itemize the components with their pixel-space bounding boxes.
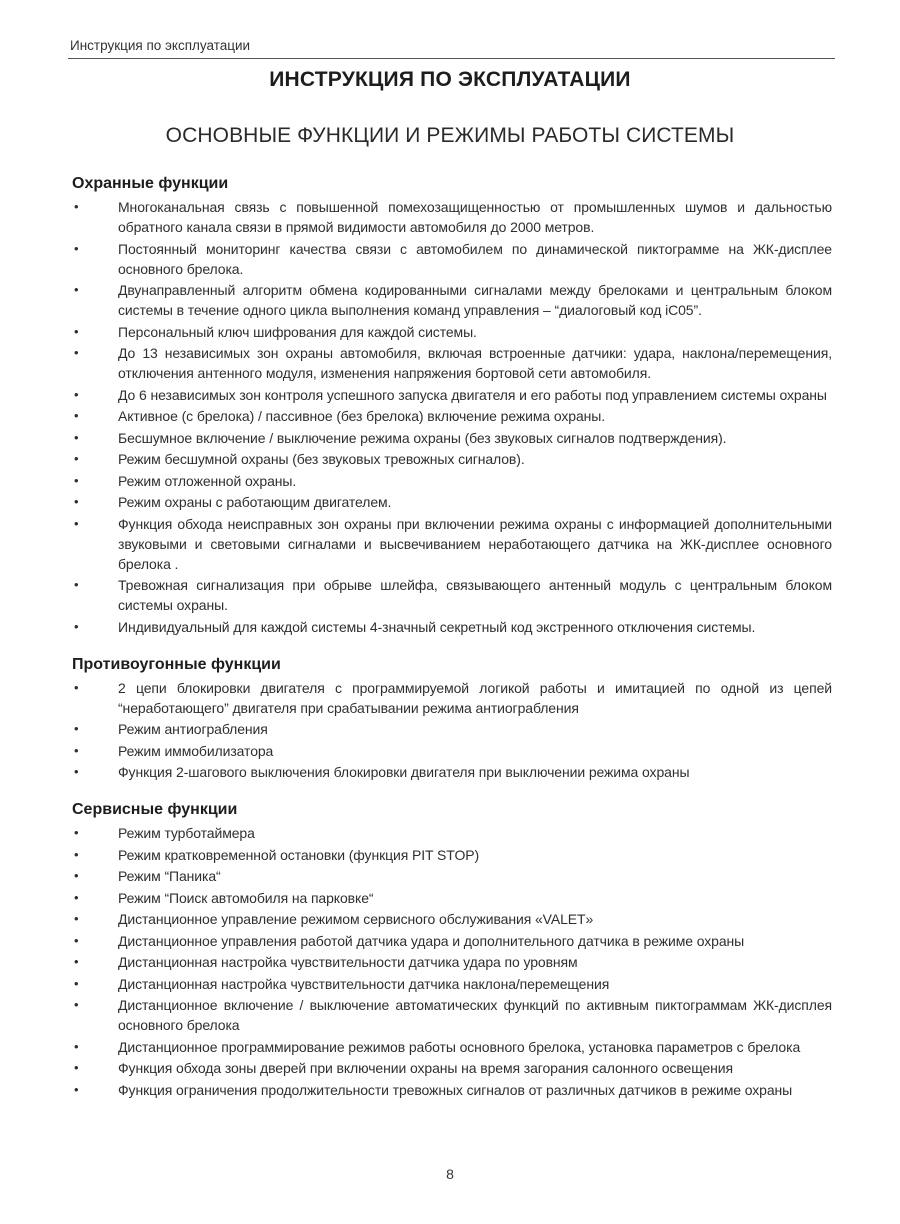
list-item [72,343,832,383]
list-item-text: Режим турботаймера [118,825,255,841]
list-item [72,995,832,1035]
bullet-dot-icon: • [74,515,79,531]
list-item [72,845,832,865]
section-heading: Охранные функции [72,175,229,192]
list-item-text: 2 цепи блокировки двигателя с программируемой логикой работы и имитацией по одной из цепей “неработающего” двигателя при срабатывании режима антиограбления [118,679,832,716]
list-item [72,719,832,739]
content-body [72,174,832,1101]
bullet-dot-icon: • [74,997,79,1012]
list-item [72,617,832,637]
list-item-text: Дистанционная настройка чувствительности датчика удара по уровням [118,954,578,970]
bullet-list [72,823,832,1100]
list-item-text: Двунаправленный алгоритм обмена кодированными сигналами между брелоками и центральным блоком системы в течение одного цикла выполнения команд управления – “диалоговый код iC05”. [118,282,832,318]
list-item [72,741,832,761]
bullet-dot-icon: • [74,954,79,969]
list-item [72,762,832,782]
bullet-dot-icon: • [74,764,79,779]
list-item-text: Функция обхода неисправных зон охраны при включении режима охраны с информацией дополнительными звуковыми и световыми сигналами и высвечиванием неработающего датчика на ЖК-дисплее основного брелока . [118,515,832,572]
list-item [72,866,832,886]
bullet-dot-icon: • [74,240,79,256]
list-item-text: Активное (с брелока) / пассивное (без брелока) включение режима охраны. [118,408,606,424]
list-item [72,1058,832,1078]
list-item-text: Функция обхода зоны дверей при включении охраны на время загорания салонного освещения [118,1060,734,1076]
bullet-dot-icon: • [74,618,79,634]
bullet-dot-icon: • [74,577,79,592]
list-item [72,449,832,469]
bullet-dot-icon: • [74,1038,79,1054]
list-item-text: Режим антиограбления [118,721,268,737]
bullet-dot-icon: • [74,825,79,840]
bullet-dot-icon: • [74,282,79,297]
bullet-dot-icon: • [74,408,79,423]
list-item [72,575,832,615]
list-item [72,888,832,908]
section [72,174,832,637]
list-item [72,1037,832,1057]
section [72,655,832,783]
bullet-dot-icon: • [74,911,79,926]
list-item [72,514,832,574]
list-item-text: Функция ограничения продолжительности тревожных сигналов от различных датчиков в режиме охраны [118,1081,793,1098]
list-item-text: До 6 независимых зон контроля успешного запуска двигателя и его работы под управлением системы охраны [118,386,827,403]
list-item [72,1080,832,1100]
list-item-text: Функция 2-шагового выключения блокировки двигателя при выключении режима охраны [118,764,690,780]
page-title: ИНСТРУКЦИЯ ПО ЭКСПЛУАТАЦИИ [269,68,631,91]
list-item-text: Постоянный мониторинг качества связи с автомобилем по динамической пиктограмме на ЖК-дисплее основного брелока. [118,240,832,277]
list-item [72,952,832,972]
bullet-dot-icon: • [74,889,79,905]
list-item-text: Индивидуальный для каждой системы 4-значный секретный код экстренного отключения системы. [118,618,756,635]
bullet-list [72,678,832,783]
list-item [72,974,832,994]
bullet-dot-icon: • [74,345,79,360]
bullet-dot-icon: • [74,199,79,214]
list-item-text: Многоканальная связь с повышенной помехозащищенностью от промышленных шумов и дальностью обратного канала связи в прямой видимости автомобиля до 2000 метров. [118,199,832,235]
list-item [72,280,832,320]
list-item [72,197,832,237]
list-item-text: Режим отложенной охраны. [118,472,297,489]
bullet-dot-icon: • [74,975,79,991]
bullet-dot-icon: • [74,494,79,509]
bullet-dot-icon: • [74,932,79,948]
bullet-dot-icon: • [74,721,79,736]
list-item-text: Дистанционное управление режимом сервисного обслуживания «VALET» [118,911,594,927]
section-heading: Сервисные функции [72,801,238,818]
list-item-text: Режим “Поиск автомобиля на парковке“ [118,889,374,906]
bullet-dot-icon: • [74,386,79,402]
list-item-text: Режим бесшумной охраны (без звуковых тревожных сигналов). [118,451,525,467]
bullet-dot-icon: • [74,1060,79,1075]
list-item-text: Дистанционное программирование режимов работы основного брелока, установка параметров с брелока [118,1038,801,1055]
list-item-text: Режим кратковременной остановки (функция PIT STOP) [118,846,480,863]
bullet-dot-icon: • [74,429,79,445]
bullet-dot-icon: • [74,742,79,758]
list-item-text: Режим “Паника“ [118,868,221,884]
bullet-dot-icon: • [74,868,79,883]
list-item [72,239,832,279]
list-item-text: Дистанционное включение / выключение автоматических функций по активным пиктограммам ЖК-дисплея основного брелока [118,997,832,1033]
section [72,800,832,1100]
list-item [72,823,832,843]
list-item-text: Персональный ключ шифрования для каждой системы. [118,323,477,340]
section-heading: Противоугонные функции [72,655,281,673]
list-item [72,385,832,405]
bullet-dot-icon: • [74,1081,79,1097]
list-item-text: Тревожная сигнализация при обрыве шлейфа, связывающего антенный модуль с центральным блоком системы охраны. [118,577,832,613]
list-item-text: До 13 независимых зон охраны автомобиля, включая встроенные датчики: удара, наклона/перемещения, отключения антенного модуля, изменения напряжения бортовой сети автомобиля. [118,345,832,381]
bullet-dot-icon: • [74,323,79,339]
page-subtitle: ОСНОВНЫЕ ФУНКЦИИ И РЕЖИМЫ РАБОТЫ СИСТЕМЫ [165,124,735,147]
list-item [72,471,832,491]
bullet-dot-icon: • [74,451,79,466]
bullet-dot-icon: • [74,472,79,488]
list-item [72,322,832,342]
list-item [72,678,832,718]
list-item [72,909,832,929]
list-item [72,931,832,951]
running-header: Инструкция по эксплуатации [70,38,251,53]
list-item-text: Дистанционное управления работой датчика удара и дополнительного датчика в режиме охраны [118,932,745,949]
list-item [72,492,832,512]
bullet-dot-icon: • [74,679,79,695]
page-number: 8 [446,1166,454,1182]
list-item [72,406,832,426]
list-item-text: Режим охраны с работающим двигателем. [118,494,392,510]
list-item-text: Режим иммобилизатора [118,742,274,759]
bullet-list [72,197,832,637]
list-item-text: Бесшумное включение / выключение режима охраны (без звуковых сигналов подтверждения). [118,429,727,446]
list-item-text: Дистанционная настройка чувствительности датчика наклона/перемещения [118,975,610,992]
list-item [72,428,832,448]
header-divider [68,58,835,59]
bullet-dot-icon: • [74,846,79,862]
